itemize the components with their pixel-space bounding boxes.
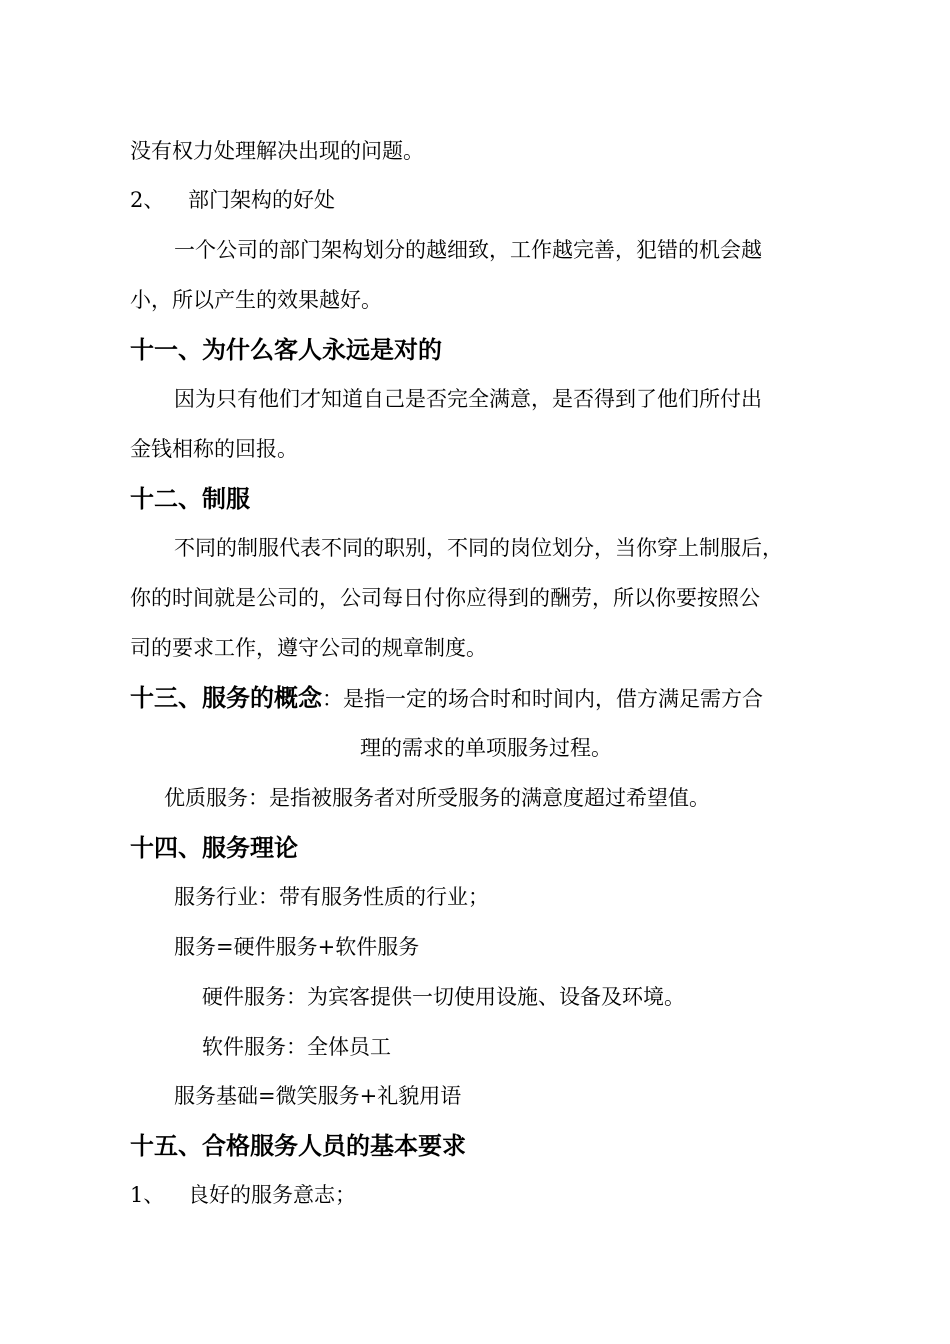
paragraph-line: 服务基础=微笑服务+礼貌用语 — [174, 1084, 462, 1108]
heading-bold-part: 十三、服务的概念 — [130, 683, 322, 712]
section-heading-11: 十一、为什么客人永远是对的 — [130, 335, 442, 364]
heading-definition: ：是指一定的场合时和时间内，借方满足需方合 — [322, 687, 763, 711]
paragraph-line: 司的要求工作，遵守公司的规章制度。 — [130, 636, 487, 660]
paragraph-line: 硬件服务：为宾客提供一切使用设施、设备及环境。 — [202, 985, 685, 1009]
paragraph-line: 服务行业：带有服务性质的行业； — [174, 885, 489, 909]
paragraph-line: 不同的制服代表不同的职别，不同的岗位划分，当你穿上制服后， — [174, 536, 783, 560]
list-item-1 — [130, 1180, 356, 1210]
list-item-text: 良好的服务意志； — [188, 1183, 356, 1207]
paragraph-line: 你的时间就是公司的，公司每日付你应得到的酬劳，所以你要按照公 — [130, 586, 760, 610]
section-heading-14: 十四、服务理论 — [130, 833, 298, 862]
section-heading-13 — [130, 683, 763, 714]
list-item-text: 部门架构的好处 — [188, 188, 335, 212]
paragraph-line: 优质服务：是指被服务者对所受服务的满意度超过希望值。 — [164, 786, 710, 810]
paragraph-line: 理的需求的单项服务过程。 — [360, 736, 612, 760]
section-heading-15: 十五、合格服务人员的基本要求 — [130, 1131, 466, 1160]
paragraph-line: 金钱相称的回报。 — [130, 437, 298, 461]
paragraph-line: 因为只有他们才知道自己是否完全满意，是否得到了他们所付出 — [174, 387, 762, 411]
list-number: 1、 — [130, 1183, 165, 1207]
paragraph-line: 软件服务：全体员工 — [202, 1035, 391, 1059]
list-number: 2、 — [130, 188, 165, 212]
section-heading-12: 十二、制服 — [130, 484, 250, 513]
list-item-2 — [130, 185, 335, 215]
paragraph-line: 没有权力处理解决出现的问题。 — [130, 139, 424, 163]
paragraph-line: 小，所以产生的效果越好。 — [130, 288, 382, 312]
paragraph-line: 服务=硬件服务+软件服务 — [174, 935, 420, 959]
paragraph-line: 一个公司的部门架构划分的越细致，工作越完善，犯错的机会越 — [174, 238, 762, 262]
